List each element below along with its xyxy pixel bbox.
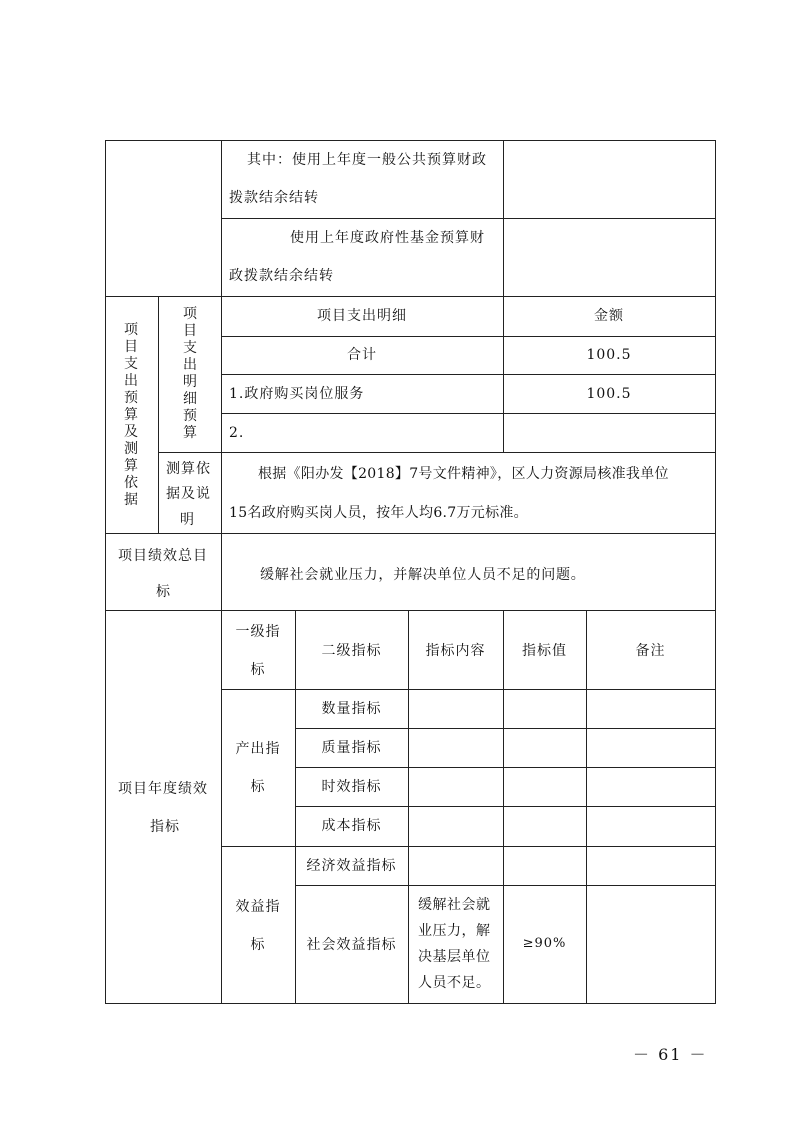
funding-row2-line2: 政拨款结余结转: [229, 268, 334, 284]
row-divider: [105, 610, 715, 611]
row-divider: [105, 533, 715, 534]
header-item: 项目支出明细: [317, 308, 407, 324]
row-divider: [158, 452, 715, 453]
economic-indicator: 经济效益指标: [306, 858, 397, 874]
indicator-section-line2: 指标: [150, 819, 180, 835]
head-value: 指标值: [522, 643, 567, 659]
row-divider: [295, 806, 715, 807]
table-border-bottom: [105, 1003, 716, 1004]
head-level1-line1: 一级指: [235, 624, 281, 640]
funding-row2-line1: 使用上年度政府性基金预算财: [290, 230, 485, 246]
detail-budget-label: 项目支出明细预算: [183, 306, 197, 441]
basis-text-line1: 根据《阳办发【2018】7号文件精神》，区人力资源局核准我单位: [258, 466, 669, 482]
table-border-right: [715, 140, 716, 1004]
basis-label-line2: 据及说: [166, 486, 211, 502]
row-divider: [105, 296, 715, 297]
basis-label-line3: 明: [180, 512, 195, 528]
row-divider: [295, 767, 715, 768]
funding-row1-line1: 其中：使用上年度一般公共预算财政: [247, 152, 487, 168]
output-label-line1: 产出指: [235, 741, 281, 757]
item2-label: 2.: [229, 425, 245, 441]
head-level1-line2: 标: [250, 662, 266, 678]
row-divider: [221, 413, 715, 414]
quality-indicator: 质量指标: [321, 740, 382, 756]
benefit-label-line2: 标: [250, 937, 266, 953]
column-divider: [408, 610, 409, 1004]
column-divider: [503, 140, 504, 452]
item1-amount: 100.5: [586, 386, 632, 402]
social-indicator: 社会效益指标: [306, 937, 397, 953]
indicator-section-line1: 项目年度绩效: [118, 781, 208, 797]
item1-label: 1.政府购买岗位服务: [229, 386, 365, 402]
benefit-label-line1: 效益指: [235, 899, 281, 915]
head-level2: 二级指标: [321, 643, 382, 659]
funding-row1-line2: 拨款结余结转: [229, 190, 319, 206]
row-divider: [221, 218, 715, 219]
head-content: 指标内容: [425, 643, 486, 659]
goal-text: 缓解社会就业压力，并解决单位人员不足的问题。: [260, 567, 586, 583]
table-border-left: [105, 140, 106, 1004]
row-divider: [221, 374, 715, 375]
basis-label-line1: 测算依: [166, 461, 211, 477]
column-divider: [158, 296, 159, 533]
goal-label-line1: 项目绩效总目: [118, 548, 208, 564]
total-label: 合计: [347, 347, 377, 363]
total-amount: 100.5: [586, 347, 632, 363]
basis-text-line2: 15名政府购买岗人员，按年人均6.7万元标准。: [229, 505, 528, 521]
social-content-line3: 决基层单位: [418, 949, 491, 965]
expenditure-section-label: 项目支出预算及测算依据: [124, 322, 138, 508]
quantity-indicator: 数量指标: [321, 701, 382, 717]
goal-label-line2: 标: [156, 584, 171, 600]
row-divider: [295, 728, 715, 729]
page-number: － 61 －: [633, 1045, 708, 1064]
row-divider: [221, 336, 715, 337]
social-content-line4: 人员不足。: [418, 975, 491, 991]
social-content-line2: 业压力，解: [418, 923, 491, 939]
output-label-line2: 标: [250, 779, 266, 795]
column-divider: [586, 610, 587, 1004]
row-divider: [295, 885, 715, 886]
head-note: 备注: [635, 643, 666, 659]
social-content-line1: 缓解社会就: [418, 897, 491, 913]
cost-indicator: 成本指标: [321, 818, 382, 834]
header-amount: 金额: [594, 308, 624, 324]
social-value: ≥90%: [522, 936, 567, 951]
table-border-top: [105, 140, 715, 141]
timeliness-indicator: 时效指标: [321, 779, 382, 795]
column-divider: [221, 140, 222, 1004]
